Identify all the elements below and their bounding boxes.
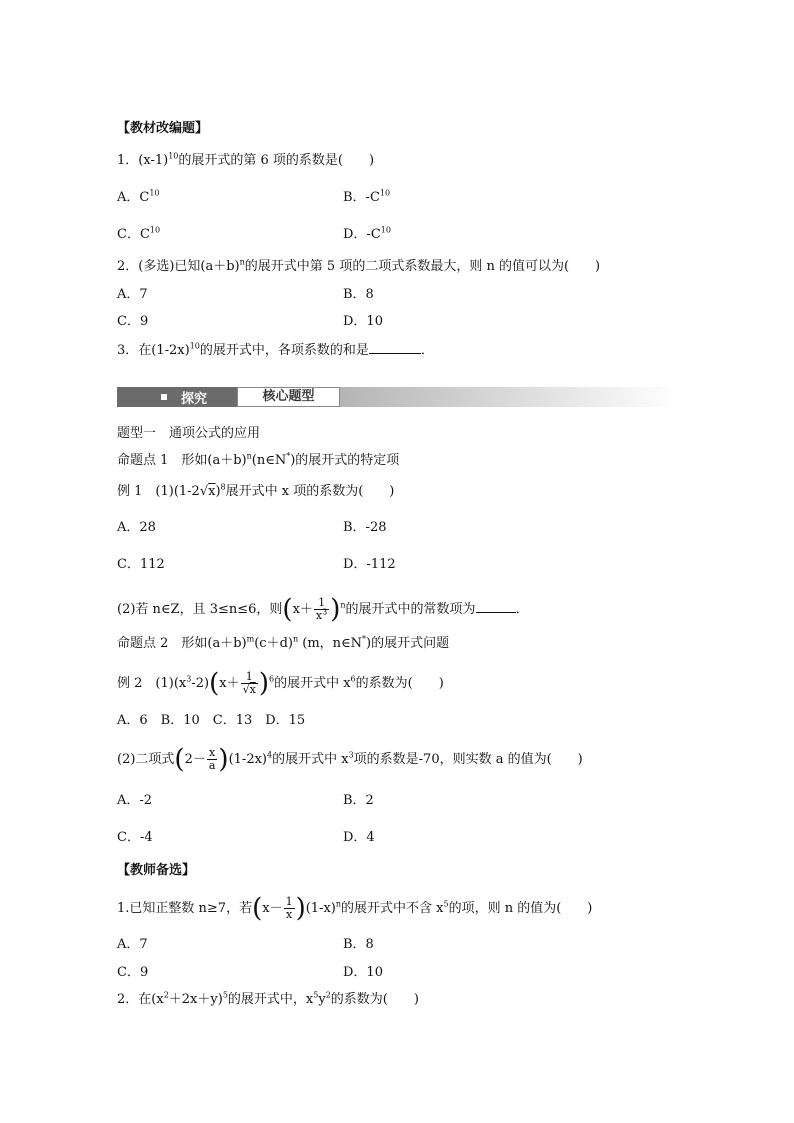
answer-blank	[369, 353, 421, 354]
ex2-2-option-c: C．-4	[117, 830, 153, 845]
ex1-option-b: B．-28	[343, 520, 387, 535]
q2-option-a: A．7	[117, 287, 148, 302]
q1-text: 的展开式的第 6 项的系数是( )	[178, 153, 375, 168]
ex1-option-a: A．28	[117, 520, 156, 535]
q1-option-d: D．$-C^{10}$	[343, 225, 391, 242]
example-2-part-2: (2)二项式(2－ $\frac{x}{a}$ )$(1-2x)^4$的展开式中 $x^3$项的系数是-70，则实数 a 的值为( )	[117, 744, 583, 775]
point-2-heading: 命题点 2 形如$(a+b)^m(c+d)^n$ (m，n∈N*)的展开式问题	[117, 634, 450, 651]
q1-exp: 10	[168, 151, 179, 161]
ex1-option-d: D．-112	[343, 557, 396, 572]
ex2-2-option-a: A．-2	[117, 793, 153, 808]
q1-option-c: C．$C^{10}$	[117, 225, 161, 242]
square-bullet-icon	[161, 394, 167, 400]
ex1-option-c: C．112	[117, 557, 165, 572]
section-title-teacher: 【教师备选】	[117, 863, 196, 878]
section-title-textbook: 【教材改编题】	[117, 121, 209, 136]
banner-core-topics: 核心题型	[237, 387, 340, 407]
q1-prefix: 1．(x-1)	[117, 153, 169, 168]
example-1-part-2: (2)若 n∈Z，且 3≤n≤6，则(x＋ $\frac{1}{x^3}$ )$^n$的展开式中的常数项为 ．	[117, 594, 529, 625]
q2-option-b: B．8	[343, 287, 374, 302]
type-1-heading: 题型一 通项公式的应用	[117, 426, 261, 441]
tq1-option-c: C．9	[117, 965, 149, 980]
ex2-2-option-d: D．4	[343, 830, 375, 845]
ex2-2-option-b: B．2	[343, 793, 374, 808]
ex2-options: A．6 B．10 C．13 D．15	[117, 713, 306, 728]
question-2: 2．(多选)已知$(a+b)^n$的展开式中第 5 项的二项式系数最大，则 n 的值可以为( )	[117, 257, 601, 274]
tq1-option-b: B．8	[343, 937, 374, 952]
q1-option-b: B．$-C^{10}$	[343, 188, 391, 205]
point-1-heading: 命题点 1 形如$(a+b)^n(n\in N^*)$的展开式的特定项	[117, 451, 400, 468]
question-1	[117, 151, 374, 171]
q2-option-c: C．9	[117, 314, 149, 329]
tq1-option-d: D．10	[343, 965, 383, 980]
teacher-question-1: 1.已知正整数 n≥7，若(x－ $\frac{1}{x}$ )$(1-x)^n$的展开式中不含 $x^5$的项，则 n 的值为( )	[117, 893, 593, 924]
example-1: 例 1 $(1)(1-2√x)^8$展开式中 x 项的系数为( )	[117, 482, 395, 499]
q2-option-d: D．10	[343, 314, 383, 329]
teacher-question-2: 2．在$(x^2+2x+y)^5$的展开式中，$x^5y^2$的系数为( )	[117, 990, 419, 1007]
tq1-option-a: A．7	[117, 937, 148, 952]
example-2: 例 2 $(1)(x^3-2)(x+$ $\frac{1}{√x}$ )$^6$的展开式中 $x^6$的系数为( )	[117, 668, 444, 699]
q1-option-a: A．$C^{10}$	[117, 188, 160, 205]
section-banner	[117, 387, 677, 407]
banner-explore: 探究	[117, 387, 237, 407]
question-3: 3．在$(1-2x)^{10}$的展开式中，各项系数的和是 ．	[117, 341, 434, 358]
